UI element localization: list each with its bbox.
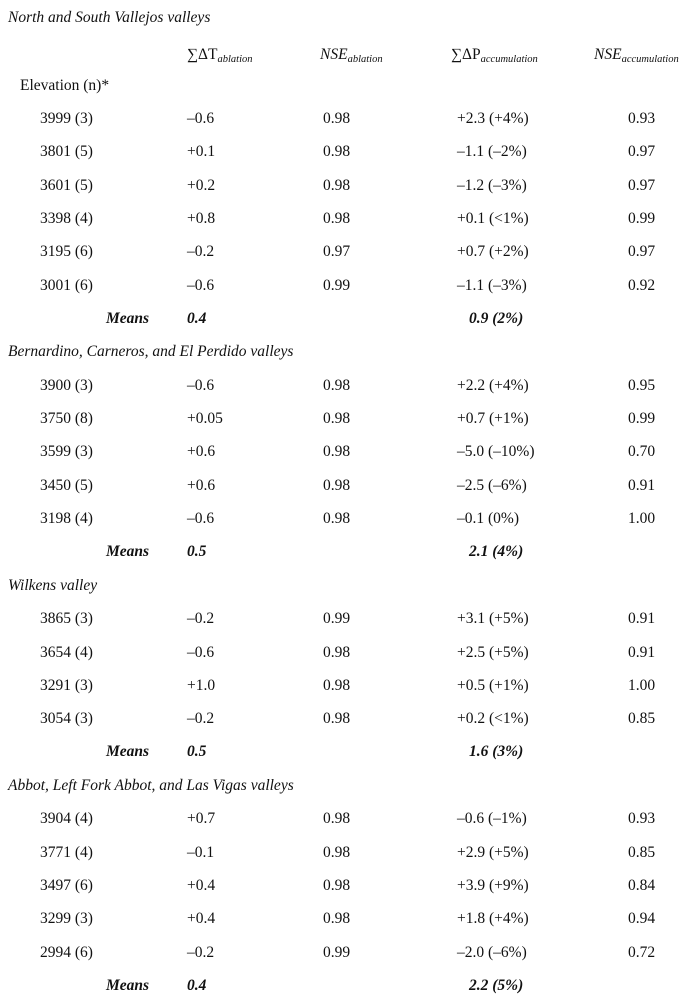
cell-elevation: 3299 (3) [40, 910, 93, 927]
cell-delta-p: +2.5 (+5%) [457, 644, 529, 661]
cell-elevation: 3900 (3) [40, 377, 93, 394]
cell-elevation: 3771 (4) [40, 844, 93, 861]
cell-delta-t: –0.2 [187, 610, 215, 627]
cell-delta-p: +2.3 (+4%) [457, 110, 529, 127]
means-delta-p: 0.9 (2%) [469, 310, 524, 327]
cell-elevation: 3195 (6) [40, 243, 93, 260]
cell-nse-accumulation: 0.99 [628, 210, 656, 227]
cell-delta-p: –0.6 (–1%) [457, 810, 527, 827]
section-title-wilkens: Wilkens valley [8, 577, 98, 594]
cell-delta-t: +1.0 [187, 677, 216, 694]
cell-elevation: 3001 (6) [40, 277, 93, 294]
cell-delta-t: +0.1 [187, 143, 216, 160]
cell-delta-t: –0.2 [187, 944, 215, 961]
cell-nse-accumulation: 1.00 [628, 677, 656, 694]
cell-elevation: 3398 (4) [40, 210, 93, 227]
cell-elevation: 3497 (6) [40, 877, 93, 894]
cell-nse-ablation: 0.98 [323, 443, 351, 460]
cell-elevation: 3654 (4) [40, 644, 93, 661]
cell-delta-p: +2.9 (+5%) [457, 844, 529, 861]
cell-delta-p: +0.2 (<1%) [457, 710, 529, 727]
cell-nse-ablation: 0.98 [323, 177, 351, 194]
header-elevation: Elevation (n)* [20, 77, 110, 94]
cell-delta-t: +0.7 [187, 810, 216, 827]
means-label: Means [106, 543, 150, 560]
means-delta-p: 2.1 (4%) [469, 543, 524, 560]
cell-nse-ablation: 0.99 [323, 277, 351, 294]
cell-nse-accumulation: 0.93 [628, 810, 656, 827]
cell-elevation: 3198 (4) [40, 510, 93, 527]
means-delta-t: 0.5 [187, 543, 207, 560]
cell-delta-p: –1.1 (–3%) [457, 277, 527, 294]
cell-nse-accumulation: 0.72 [628, 944, 656, 961]
cell-nse-accumulation: 0.95 [628, 377, 656, 394]
cell-delta-t: –0.6 [187, 277, 215, 294]
header-nse-accumulation-symbol: NSE [594, 46, 622, 63]
cell-nse-ablation: 0.97 [323, 243, 351, 260]
means-label: Means [106, 977, 150, 994]
cell-delta-p: +0.7 (+1%) [457, 410, 529, 427]
cell-delta-p: +0.5 (+1%) [457, 677, 529, 694]
cell-nse-ablation: 0.98 [323, 477, 351, 494]
cell-delta-p: –5.0 (–10%) [457, 443, 535, 460]
cell-delta-p: –2.5 (–6%) [457, 477, 527, 494]
header-nse-ablation [320, 46, 383, 69]
cell-elevation: 3750 (8) [40, 410, 93, 427]
cell-elevation: 3904 (4) [40, 810, 93, 827]
cell-delta-p: –1.1 (–2%) [457, 143, 527, 160]
cell-nse-accumulation: 0.70 [628, 443, 656, 460]
cell-elevation: 3801 (5) [40, 143, 93, 160]
cell-elevation: 3599 (3) [40, 443, 93, 460]
cell-delta-t: +0.8 [187, 210, 216, 227]
cell-delta-t: –0.2 [187, 710, 215, 727]
cell-nse-ablation: 0.98 [323, 210, 351, 227]
cell-nse-ablation: 0.98 [323, 677, 351, 694]
header-delta-p-symbol: ∑ΔP [451, 46, 481, 63]
cell-delta-t: –0.6 [187, 110, 215, 127]
cell-nse-ablation: 0.98 [323, 510, 351, 527]
cell-delta-t: +0.6 [187, 477, 216, 494]
cell-nse-ablation: 0.99 [323, 610, 351, 627]
header-delta-p-sub: accumulation [480, 54, 538, 65]
section-title-abbot-left-fork-las-vigas: Abbot, Left Fork Abbot, and Las Vigas valleys [8, 777, 294, 794]
cell-delta-p: +1.8 (+4%) [457, 910, 529, 927]
cell-elevation: 3054 (3) [40, 710, 93, 727]
cell-delta-t: –0.6 [187, 644, 215, 661]
cell-elevation: 3601 (5) [40, 177, 93, 194]
cell-delta-t: +0.4 [187, 910, 216, 927]
cell-delta-t: –0.1 [187, 844, 215, 861]
cell-nse-accumulation: 0.85 [628, 710, 656, 727]
header-nse-accumulation-sub: accumulation [621, 54, 679, 65]
cell-nse-ablation: 0.98 [323, 710, 351, 727]
cell-delta-t: –0.2 [187, 243, 215, 260]
header-nse-accumulation [594, 46, 679, 69]
cell-delta-p: –0.1 (0%) [457, 510, 519, 527]
section-title-north-south-vallejos: North and South Vallejos valleys [8, 9, 211, 26]
cell-elevation: 3865 (3) [40, 610, 93, 627]
cell-delta-t: –0.6 [187, 510, 215, 527]
cell-nse-ablation: 0.98 [323, 877, 351, 894]
cell-elevation: 2994 (6) [40, 944, 93, 961]
cell-delta-t: +0.2 [187, 177, 216, 194]
cell-delta-p: +0.1 (<1%) [457, 210, 529, 227]
header-nse-ablation-sub: ablation [347, 54, 383, 65]
cell-nse-accumulation: 0.93 [628, 110, 656, 127]
cell-delta-t: +0.4 [187, 877, 216, 894]
section-title-bernardino-carneros-el-perdido: Bernardino, Carneros, and El Perdido valleys [8, 343, 294, 360]
cell-delta-p: +3.9 (+9%) [457, 877, 529, 894]
cell-nse-accumulation: 0.97 [628, 143, 656, 160]
cell-nse-accumulation: 0.97 [628, 177, 656, 194]
means-label: Means [106, 743, 150, 760]
cell-delta-p: +0.7 (+2%) [457, 243, 529, 260]
cell-nse-accumulation: 0.91 [628, 644, 656, 661]
means-delta-t: 0.4 [187, 310, 207, 327]
cell-nse-accumulation: 0.84 [628, 877, 656, 894]
cell-nse-ablation: 0.98 [323, 644, 351, 661]
cell-delta-t: +0.05 [187, 410, 223, 427]
cell-delta-t: –0.6 [187, 377, 215, 394]
cell-delta-p: +2.2 (+4%) [457, 377, 529, 394]
cell-nse-accumulation: 0.99 [628, 410, 656, 427]
means-delta-t: 0.5 [187, 743, 207, 760]
cell-nse-accumulation: 1.00 [628, 510, 656, 527]
cell-delta-p: +3.1 (+5%) [457, 610, 529, 627]
cell-nse-ablation: 0.99 [323, 944, 351, 961]
header-delta-p-accumulation [451, 46, 538, 69]
cell-nse-ablation: 0.98 [323, 910, 351, 927]
cell-elevation: 3999 (3) [40, 110, 93, 127]
cell-nse-accumulation: 0.91 [628, 610, 656, 627]
header-nse-ablation-symbol: NSE [320, 46, 348, 63]
header-delta-t-symbol: ∑ΔT [187, 46, 218, 63]
cell-nse-ablation: 0.98 [323, 810, 351, 827]
cell-nse-accumulation: 0.85 [628, 844, 656, 861]
cell-nse-ablation: 0.98 [323, 844, 351, 861]
cell-nse-ablation: 0.98 [323, 110, 351, 127]
cell-elevation: 3291 (3) [40, 677, 93, 694]
cell-elevation: 3450 (5) [40, 477, 93, 494]
header-delta-t-ablation [187, 46, 253, 69]
means-delta-p: 1.6 (3%) [469, 743, 524, 760]
cell-delta-p: –2.0 (–6%) [457, 944, 527, 961]
cell-nse-accumulation: 0.91 [628, 477, 656, 494]
cell-nse-ablation: 0.98 [323, 143, 351, 160]
header-delta-t-sub: ablation [217, 54, 253, 65]
cell-delta-t: +0.6 [187, 443, 216, 460]
cell-nse-ablation: 0.98 [323, 377, 351, 394]
means-delta-t: 0.4 [187, 977, 207, 994]
cell-nse-accumulation: 0.92 [628, 277, 656, 294]
means-delta-p: 2.2 (5%) [469, 977, 524, 994]
cell-delta-p: –1.2 (–3%) [457, 177, 527, 194]
means-label: Means [106, 310, 150, 327]
cell-nse-accumulation: 0.94 [628, 910, 656, 927]
cell-nse-accumulation: 0.97 [628, 243, 656, 260]
cell-nse-ablation: 0.98 [323, 410, 351, 427]
